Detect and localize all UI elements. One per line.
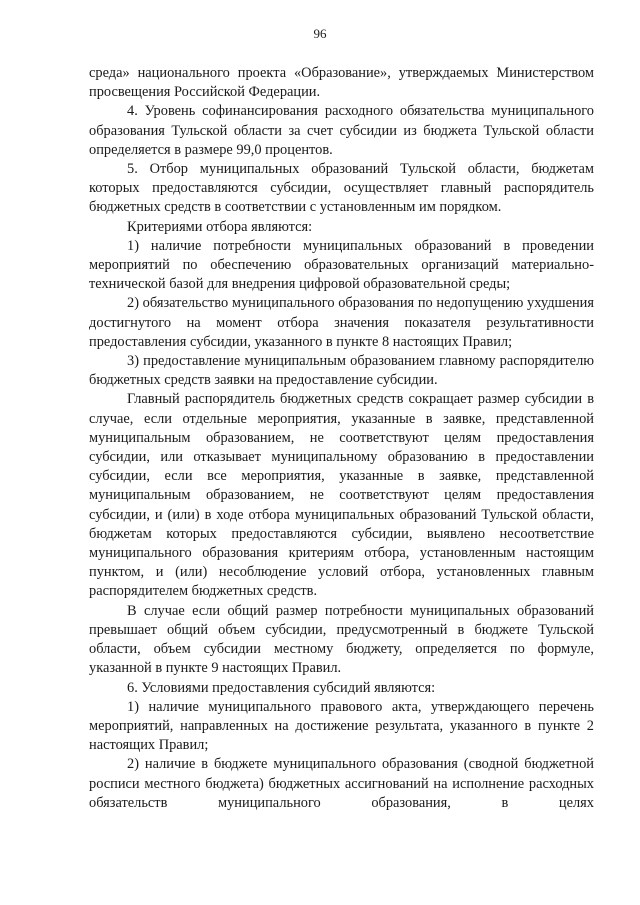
page-number: 96 [313, 26, 327, 41]
paragraph-continuation: среда» национального проекта «Образование», утверждаемых Министерством просвещения Российской Федерации. [89, 65, 594, 101]
paragraph-subsidy-reduction: Главный распорядитель бюджетных средств сокращает размер субсидии в случае, если отдельные мероприятия, указанные в заявке, представленной муниципальным образованием, не соответствуют целям предоставления субсидии, или отказывает муниципальному образованию в предоставлении субсидии, если все мероприятия, указанные в заявке, представленной муниципальным образованием, не соответствуют целям предоставления субсидии, и (или) в ходе отбора муниципальных образований Тульской области, бюджетам которых предоставляются субсидии, выявлено несоответствие муниципального образования критериям отбора, установленным настоящим пунктом, и (или) несоблюдение условий отбора, установленных главным распорядителем бюджетных средств. [89, 391, 594, 600]
paragraph-item-5: 5. Отбор муниципальных образований Тульской области, бюджетам которых предоставляются субсидии, осуществляет главный распорядитель бюджетных средств в соответствии с установленным им порядком. [89, 161, 594, 216]
paragraph-criteria-intro: Критериями отбора являются: [127, 218, 313, 235]
paragraph-condition-2: 2) наличие в бюджете муниципального образования (сводной бюджетной росписи местного бюджета) бюджетных ассигнований на исполнение расходных обязательств муниципального образования, в целях [89, 756, 594, 811]
paragraph-criterion-3: 3) предоставление муниципальным образованием главному распорядителю бюджетных средств заявки на предоставление субсидии. [89, 353, 594, 389]
paragraph-item-6: 6. Условиями предоставления субсидий являются: [127, 679, 436, 696]
paragraph-item-4: 4. Уровень софинансирования расходного обязательства муниципального образования Тульской области за счет субсидии из бюджета Тульской области определяется в размере 99,0 процентов. [89, 103, 594, 158]
document-body [89, 64, 594, 813]
paragraph-demand-exceeds: В случае если общий размер потребности муниципальных образований превышает общий объем субсидии, предусмотренный в бюджете Тульской области, объем субсидии местному бюджету, определяется по формуле, указанной в пункте 9 настоящих Правил. [89, 602, 594, 677]
paragraph-condition-1: 1) наличие муниципального правового акта, утверждающего перечень мероприятий, направленных на достижение результата, указанного в пункте 2 настоящих Правил; [89, 698, 594, 754]
paragraph-criterion-1: 1) наличие потребности муниципальных образований в проведении мероприятий по обеспечению образовательных организаций материально-технической базой для внедрения цифровой образовательной среды; [89, 237, 594, 293]
paragraph-criterion-2: 2) обязательство муниципального образования по недопущению ухудшения достигнутого на момент отбора значения показателя результативности предоставления субсидии, указанного в пункте 8 настоящих Правил; [89, 295, 594, 350]
